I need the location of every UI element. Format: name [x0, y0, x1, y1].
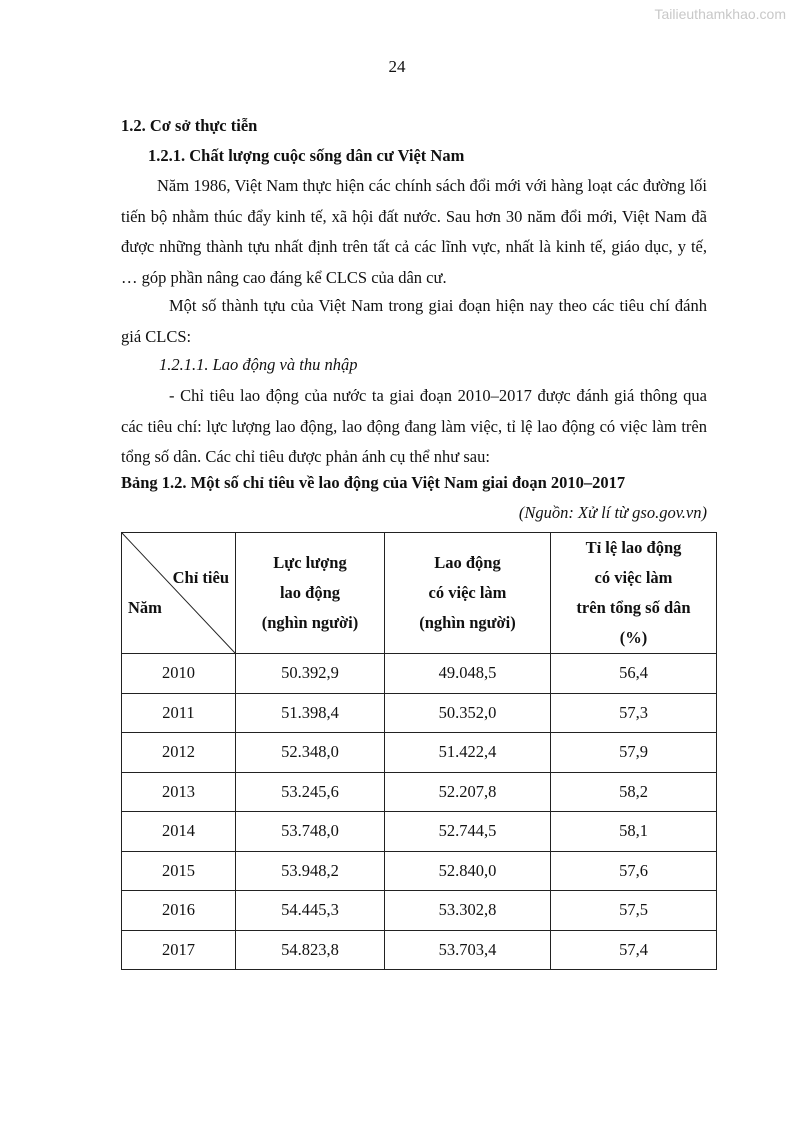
table-row — [122, 772, 717, 812]
employed-cell: 52.207,8 — [385, 772, 551, 812]
labor-force-cell: 51.398,4 — [236, 693, 385, 733]
header-line: có việc làm — [428, 583, 507, 602]
header-line: lao động — [279, 583, 341, 602]
rate-cell: 57,5 — [551, 891, 717, 931]
labor-force-cell: 52.348,0 — [236, 733, 385, 773]
table-row — [122, 654, 717, 694]
employed-cell: 53.703,4 — [385, 930, 551, 970]
table-row — [122, 851, 717, 891]
header-line: Lao động — [434, 553, 501, 572]
rate-cell: 57,4 — [551, 930, 717, 970]
rate-cell: 58,2 — [551, 772, 717, 812]
header-employment-rate — [551, 533, 717, 654]
employed-cell: 50.352,0 — [385, 693, 551, 733]
labor-force-cell: 53.748,0 — [236, 812, 385, 852]
section-heading: 1.2. Cơ sở thực tiễn — [121, 116, 258, 135]
year-cell: 2010 — [122, 654, 236, 694]
subsubsection-heading: 1.2.1.1. Lao động và thu nhập — [159, 355, 358, 374]
employed-cell: 53.302,8 — [385, 891, 551, 931]
year-cell: 2013 — [122, 772, 236, 812]
rate-cell: 56,4 — [551, 654, 717, 694]
year-cell: 2014 — [122, 812, 236, 852]
employed-cell: 52.744,5 — [385, 812, 551, 852]
header-labor-force — [236, 533, 385, 654]
paragraph-1: Năm 1986, Việt Nam thực hiện các chính sách đổi mới với hàng loạt các đường lối tiến bộ nhằm thúc đẩy kinh tế, xã hội đất nước. Sau hơn 30 năm đổi mới, Việt Nam đã được những thành tựu nhất định trên tất cả các lĩnh vực, nhất là kinh tế, giáo dục, y tế, … góp phần nâng cao đáng kể CLCS của dân cư. — [121, 176, 707, 287]
header-line: Lực lượng — [273, 553, 347, 572]
rate-cell: 58,1 — [551, 812, 717, 852]
table-row — [122, 812, 717, 852]
paragraph-3: - Chỉ tiêu lao động của nước ta giai đoạn 2010–2017 được đánh giá thông qua các tiêu chí: lực lượng lao động, lao động đang làm việc, tỉ lệ lao động có việc làm trên tổng số dân. Các chỉ tiêu được phản ánh cụ thể như sau: — [121, 386, 707, 466]
year-cell: 2015 — [122, 851, 236, 891]
table-source: (Nguồn: Xử lí từ gso.gov.vn) — [518, 503, 707, 522]
labor-force-cell: 54.823,8 — [236, 930, 385, 970]
table-row — [122, 930, 717, 970]
header-line: Tỉ lệ lao động — [585, 538, 682, 557]
labor-force-cell: 53.948,2 — [236, 851, 385, 891]
header-line: (%) — [619, 628, 648, 647]
labor-force-cell: 50.392,9 — [236, 654, 385, 694]
year-cell: 2012 — [122, 733, 236, 773]
table-row — [122, 891, 717, 931]
page-number: 24 — [388, 57, 406, 76]
year-cell: 2017 — [122, 930, 236, 970]
labor-table — [121, 532, 717, 970]
paragraph-2: Một số thành tựu của Việt Nam trong giai đoạn hiện nay theo các tiêu chí đánh giá CLCS: — [121, 296, 707, 346]
header-line: trên tổng số dân — [576, 598, 691, 617]
table-row — [122, 733, 717, 773]
corner-label-year: Năm — [128, 598, 162, 617]
table-header-row — [122, 533, 717, 654]
table-row — [122, 693, 717, 733]
corner-label-indicator: Chỉ tiêu — [172, 568, 229, 587]
rate-cell: 57,9 — [551, 733, 717, 773]
header-employed — [385, 533, 551, 654]
rate-cell: 57,6 — [551, 851, 717, 891]
labor-force-cell: 54.445,3 — [236, 891, 385, 931]
watermark: Tailieuthamkhao.com — [654, 6, 786, 22]
year-cell: 2011 — [122, 693, 236, 733]
employed-cell: 49.048,5 — [385, 654, 551, 694]
corner-header-cell — [122, 533, 236, 654]
table-caption: Bảng 1.2. Một số chỉ tiêu về lao động của Việt Nam giai đoạn 2010–2017 — [121, 473, 626, 492]
header-line: (nghìn người) — [419, 613, 516, 632]
subsection-heading: 1.2.1. Chất lượng cuộc sống dân cư Việt Nam — [148, 146, 465, 165]
header-line: có việc làm — [594, 568, 673, 587]
year-cell: 2016 — [122, 891, 236, 931]
header-line: (nghìn người) — [261, 613, 359, 632]
rate-cell: 57,3 — [551, 693, 717, 733]
labor-force-cell: 53.245,6 — [236, 772, 385, 812]
employed-cell: 51.422,4 — [385, 733, 551, 773]
employed-cell: 52.840,0 — [385, 851, 551, 891]
